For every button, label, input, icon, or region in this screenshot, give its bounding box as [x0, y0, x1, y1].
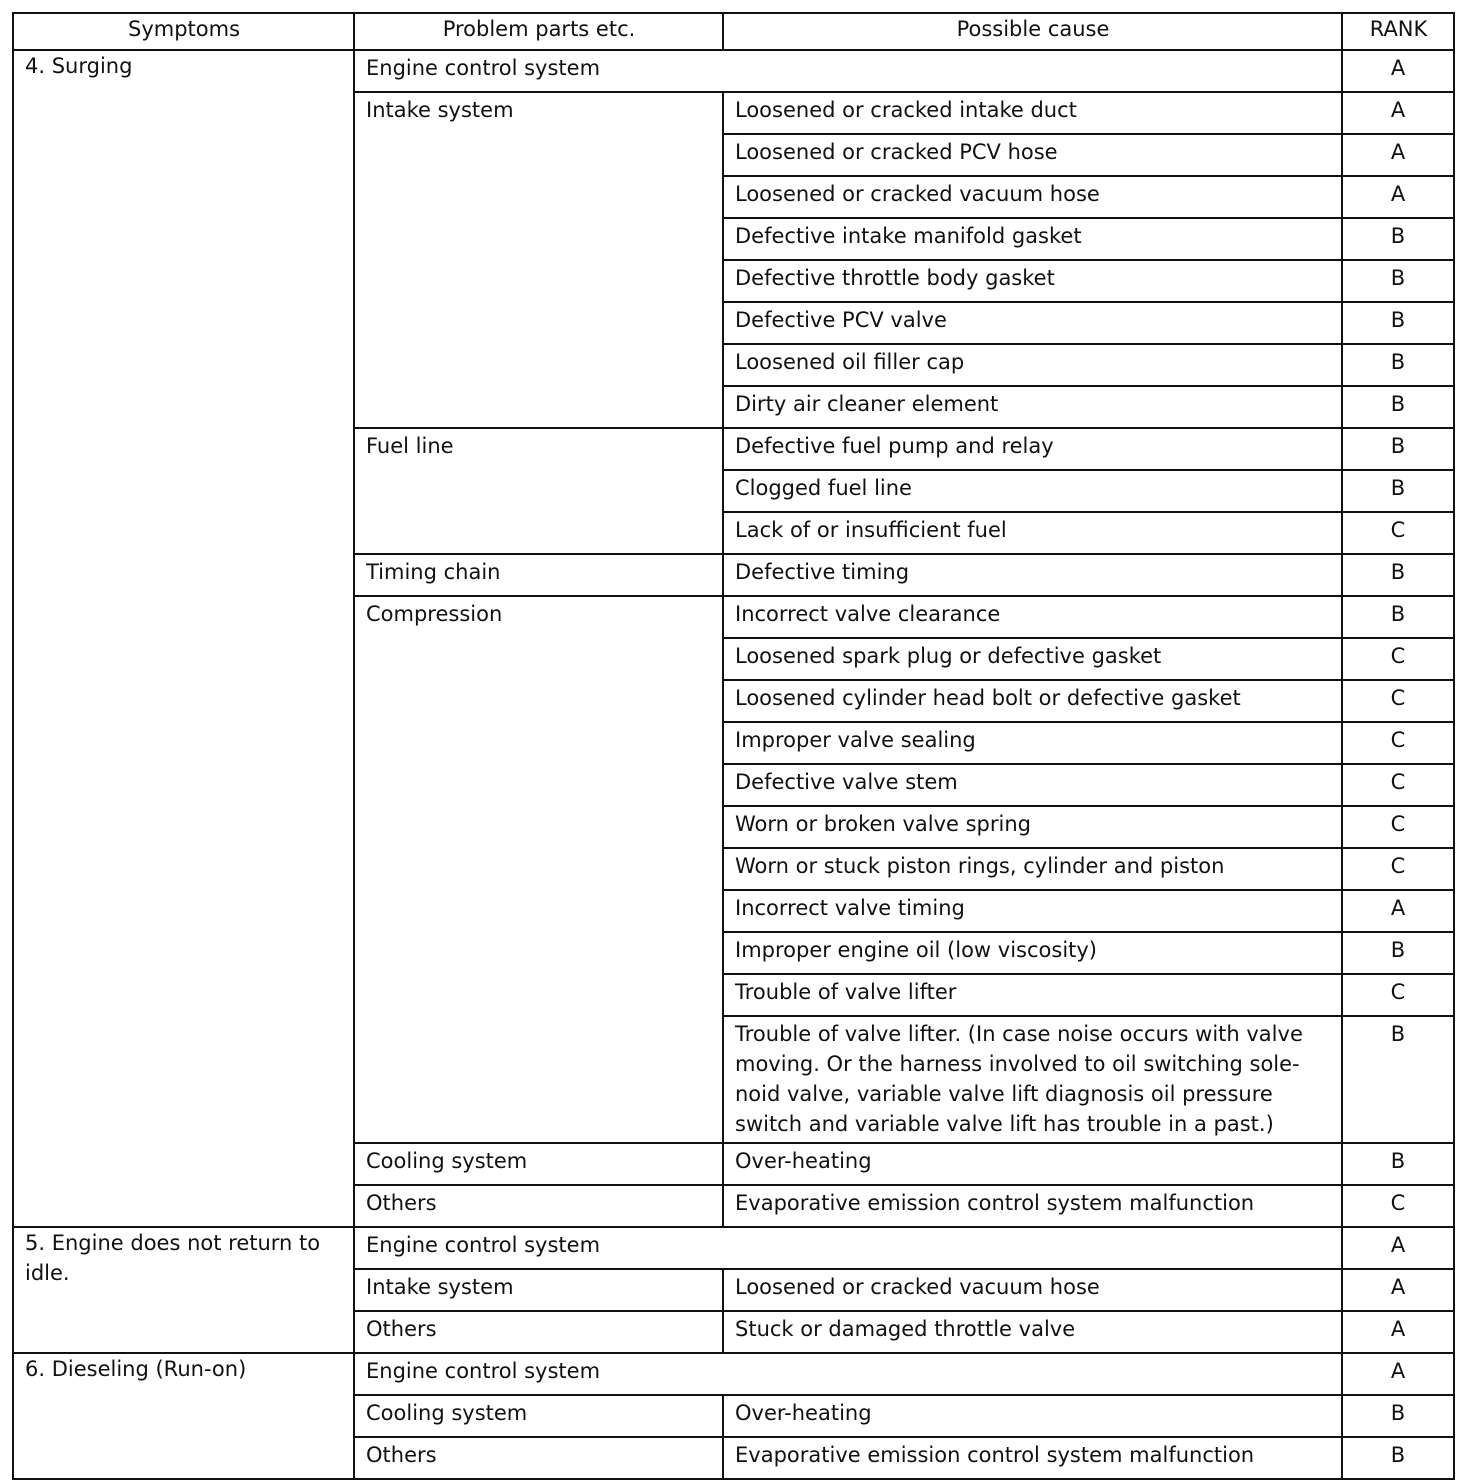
problem-part-cell: Intake system: [354, 92, 723, 428]
cause-cell: Improper engine oil (low viscosity): [723, 932, 1342, 974]
cause-cell: Loosened or cracked PCV hose: [723, 134, 1342, 176]
cause-cell: Defective throttle body gasket: [723, 260, 1342, 302]
problem-part-cell: Others: [354, 1437, 723, 1479]
cause-cell: Over-heating: [723, 1143, 1342, 1185]
problem-part-cell: Others: [354, 1185, 723, 1227]
rank-cell: C: [1342, 638, 1454, 680]
cause-cell: Worn or stuck piston rings, cylinder and piston: [723, 848, 1342, 890]
cause-cell: Defective fuel pump and relay: [723, 428, 1342, 470]
table-row: [13, 50, 1454, 92]
diagnosis-table: [12, 12, 1455, 1480]
cause-line: noid valve, variable valve lift diagnosis oil pressure: [735, 1082, 1273, 1106]
rank-cell: A: [1342, 92, 1454, 134]
problem-part-cell: Others: [354, 1311, 723, 1353]
rank-cell: B: [1342, 260, 1454, 302]
problem-part-cell: Engine control system: [354, 1227, 1342, 1269]
cause-cell: Trouble of valve lifter: [723, 974, 1342, 1016]
problem-part-cell: Timing chain: [354, 554, 723, 596]
rank-cell: A: [1342, 1227, 1454, 1269]
cause-cell: Evaporative emission control system malfunction: [723, 1185, 1342, 1227]
rank-cell: A: [1342, 50, 1454, 92]
cause-cell: Defective timing: [723, 554, 1342, 596]
cause-cell: Defective intake manifold gasket: [723, 218, 1342, 260]
problem-part-cell: Intake system: [354, 1269, 723, 1311]
cause-cell: Dirty air cleaner element: [723, 386, 1342, 428]
cause-cell: Loosened or cracked intake duct: [723, 92, 1342, 134]
rank-cell: C: [1342, 680, 1454, 722]
rank-cell: A: [1342, 134, 1454, 176]
problem-part-cell: Compression: [354, 596, 723, 1143]
rank-cell: B: [1342, 344, 1454, 386]
table-row: [13, 1227, 1454, 1269]
rank-cell: A: [1342, 176, 1454, 218]
symptom-cell: 6. Dieseling (Run-on): [13, 1353, 354, 1479]
problem-part-cell: Engine control system: [354, 50, 1342, 92]
header-problem-parts: Problem parts etc.: [354, 13, 723, 50]
cause-cell: Loosened spark plug or defective gasket: [723, 638, 1342, 680]
cause-line: switch and variable valve lift has trouble in a past.): [735, 1112, 1274, 1136]
rank-cell: B: [1342, 554, 1454, 596]
problem-part-cell: Cooling system: [354, 1143, 723, 1185]
rank-cell: C: [1342, 848, 1454, 890]
rank-cell: C: [1342, 806, 1454, 848]
cause-cell: Improper valve sealing: [723, 722, 1342, 764]
cause-cell: Clogged fuel line: [723, 470, 1342, 512]
rank-cell: A: [1342, 890, 1454, 932]
rank-cell: B: [1342, 470, 1454, 512]
cause-line: Trouble of valve lifter. (In case noise occurs with valve: [735, 1022, 1303, 1046]
rank-cell: B: [1342, 1395, 1454, 1437]
cause-cell: Defective PCV valve: [723, 302, 1342, 344]
rank-cell: A: [1342, 1353, 1454, 1395]
rank-cell: C: [1342, 512, 1454, 554]
table-row: [13, 1353, 1454, 1395]
cause-cell: Worn or broken valve spring: [723, 806, 1342, 848]
header-row: [13, 13, 1454, 50]
cause-cell: Incorrect valve timing: [723, 890, 1342, 932]
cause-cell: Defective valve stem: [723, 764, 1342, 806]
rank-cell: C: [1342, 764, 1454, 806]
rank-cell: B: [1342, 596, 1454, 638]
header-symptoms: Symptoms: [13, 13, 354, 50]
rank-cell: B: [1342, 302, 1454, 344]
symptom-cell: [13, 1227, 354, 1353]
rank-cell: B: [1342, 218, 1454, 260]
rank-cell: C: [1342, 722, 1454, 764]
rank-cell: C: [1342, 974, 1454, 1016]
rank-cell: B: [1342, 932, 1454, 974]
rank-cell: B: [1342, 1143, 1454, 1185]
problem-part-cell: Engine control system: [354, 1353, 1342, 1395]
cause-cell: Loosened or cracked vacuum hose: [723, 1269, 1342, 1311]
cause-cell: Lack of or insufficient fuel: [723, 512, 1342, 554]
symptom-cell: 4. Surging: [13, 50, 354, 1227]
rank-cell: B: [1342, 1016, 1454, 1143]
cause-cell-multiline: [723, 1016, 1342, 1143]
rank-cell: A: [1342, 1269, 1454, 1311]
cause-cell: Incorrect valve clearance: [723, 596, 1342, 638]
rank-cell: C: [1342, 1185, 1454, 1227]
header-possible-cause: Possible cause: [723, 13, 1342, 50]
rank-cell: B: [1342, 1437, 1454, 1479]
symptom-line: 5. Engine does not return to: [25, 1231, 321, 1255]
cause-cell: Loosened or cracked vacuum hose: [723, 176, 1342, 218]
header-rank: RANK: [1342, 13, 1454, 50]
rank-cell: B: [1342, 428, 1454, 470]
symptom-line: idle.: [25, 1261, 70, 1285]
cause-cell: Loosened cylinder head bolt or defective gasket: [723, 680, 1342, 722]
cause-cell: Over-heating: [723, 1395, 1342, 1437]
cause-line: moving. Or the harness involved to oil switching sole-: [735, 1052, 1300, 1076]
rank-cell: A: [1342, 1311, 1454, 1353]
rank-cell: B: [1342, 386, 1454, 428]
cause-cell: Stuck or damaged throttle valve: [723, 1311, 1342, 1353]
problem-part-cell: Cooling system: [354, 1395, 723, 1437]
cause-cell: Loosened oil filler cap: [723, 344, 1342, 386]
problem-part-cell: Fuel line: [354, 428, 723, 554]
cause-cell: Evaporative emission control system malfunction: [723, 1437, 1342, 1479]
